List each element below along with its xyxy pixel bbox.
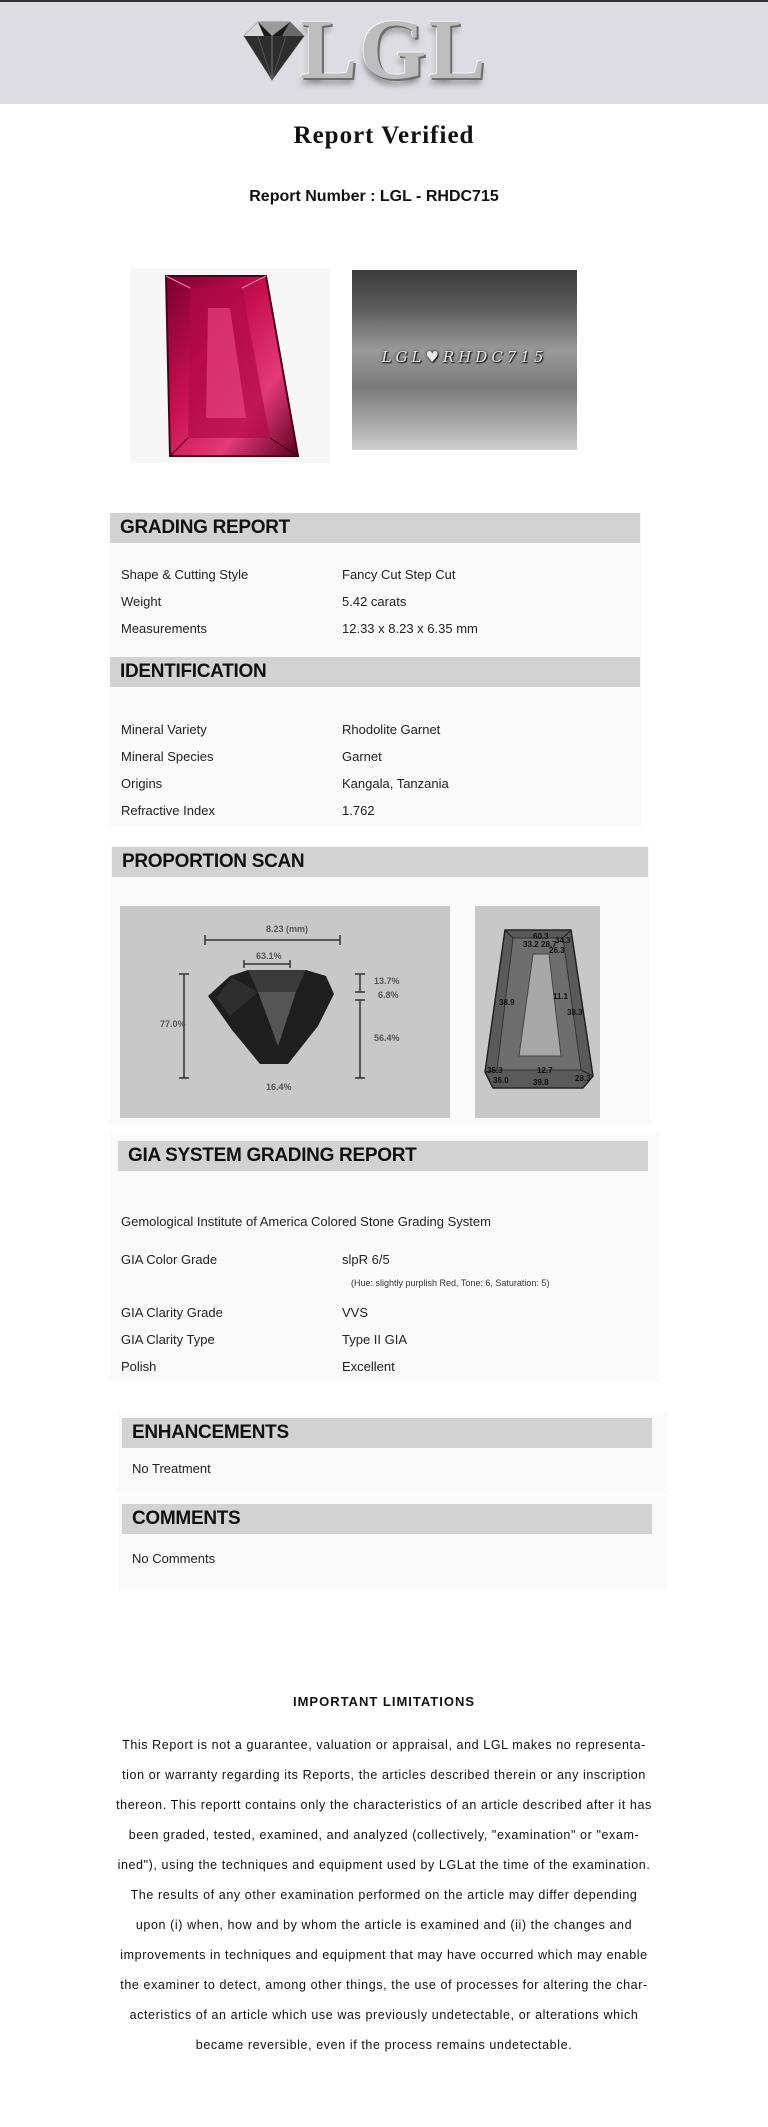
label-pavilion: 56.4% (374, 1033, 400, 1043)
top-label-tl2: 28.7 (541, 940, 557, 949)
top-label-top: 60.3 (533, 932, 549, 941)
top-label-br: 28.3 (575, 1074, 591, 1083)
row-value-shape: Fancy Cut Step Cut (342, 567, 456, 582)
comments-heading: COMMENTS (122, 1504, 652, 1534)
limitations-line: tion or warranty regarding its Reports, the articles described therein or any inscription (122, 1768, 646, 1782)
row-label-color-grade: GIA Color Grade (121, 1252, 218, 1267)
proportion-scan-heading: PROPORTION SCAN (112, 847, 648, 877)
row-label-measurements: Measurements (121, 621, 207, 636)
label-total-depth: 77.0% (160, 1019, 186, 1029)
row-label-variety: Mineral Variety (121, 722, 207, 737)
inscription-text: LGL♥RHDC715 (381, 348, 548, 366)
comments-text: No Comments (132, 1551, 216, 1566)
top-view-diagram (475, 906, 600, 1118)
top-label-tl1: 33.2 (523, 940, 539, 949)
row-value-variety: Rhodolite Garnet (342, 722, 441, 737)
identification-heading: IDENTIFICATION (110, 657, 640, 687)
row-label-species: Mineral Species (121, 749, 214, 764)
limitations-line: improvements in techniques and equipment that may have occurred which may enable (120, 1948, 648, 1962)
limitations-line: became reversible, even if the process remains undetectable. (195, 2038, 573, 2052)
top-label-left: 38.9 (499, 998, 515, 1007)
enhancements-heading: ENHANCEMENTS (122, 1418, 652, 1448)
label-width: 8.23 (mm) (266, 924, 309, 934)
enhancements-text: No Treatment (132, 1461, 211, 1476)
label-table: 63.1% (256, 951, 282, 961)
gem-photo (130, 268, 330, 463)
row-value-species: Garnet (342, 749, 382, 764)
top-label-right: 38.3 (567, 1008, 583, 1017)
label-culet: 16.4% (266, 1082, 292, 1092)
gia-heading: GIA SYSTEM GRADING REPORT (118, 1141, 648, 1171)
limitations-line: thereon. This reportt contains only the characteristics of an article described after it has (116, 1798, 652, 1812)
row-label-weight: Weight (121, 594, 162, 609)
logo-wordmark: LGL (300, 1, 488, 97)
row-label-shape: Shape & Cutting Style (121, 567, 249, 582)
row-value-polish: Excellent (342, 1359, 395, 1374)
page-title: Report Verified (293, 122, 475, 149)
row-value-refractive-index: 1.762 (342, 803, 375, 818)
gia-intro: Gemological Institute of America Colored Stone Grading System (121, 1214, 491, 1229)
laser-inscription-photo (352, 270, 577, 450)
row-value-clarity-type: Type II GIA (342, 1332, 408, 1347)
row-label-polish: Polish (121, 1359, 157, 1374)
top-label-tr1: 34.3 (555, 936, 571, 945)
diamond-logo-icon (234, 18, 310, 84)
limitations-line: ined"), using the techniques and equipment used by LGLat the time of the examination. (117, 1858, 651, 1872)
limitations-line: been graded, tested, examined, and analyzed (collectively, "examination" or "exam- (128, 1828, 640, 1842)
top-label-center: 11.1 (553, 992, 569, 1001)
row-label-clarity-type: GIA Clarity Type (121, 1332, 215, 1347)
row-value-clarity-grade: VVS (342, 1305, 369, 1320)
grading-report-heading: GRADING REPORT (110, 513, 640, 543)
side-profile-diagram (120, 906, 450, 1118)
row-value-color-grade: slpR 6/5 (342, 1252, 390, 1267)
row-label-clarity-grade: GIA Clarity Grade (121, 1305, 223, 1320)
limitations-line: upon (i) when, how and by whom the article is examined and (ii) the changes and (135, 1918, 633, 1932)
row-value-weight: 5.42 carats (342, 594, 407, 609)
top-label-bl1: 35.3 (487, 1066, 503, 1075)
top-label-bottom: 39.8 (533, 1078, 549, 1087)
report-number: Report Number : LGL - RHDC715 (249, 188, 499, 205)
label-girdle: 6.8% (378, 990, 399, 1000)
limitations-line: This Report is not a guarantee, valuation or appraisal, and LGL makes no representa- (122, 1738, 646, 1752)
limitations-title: IMPORTANT LIMITATIONS (292, 1694, 476, 1709)
top-label-tr2: 26.3 (549, 946, 565, 955)
limitations-line: the examiner to detect, among other things, the use of processes for altering the char- (120, 1978, 648, 1992)
hue-note: (Hue: slightly purplish Red, Tone: 6, Saturation: 5) (351, 1278, 550, 1288)
row-value-origins: Kangala, Tanzania (342, 776, 449, 791)
limitations-line: acteristics of an article which use was previously undetectable, or alterations which (129, 2008, 639, 2022)
top-label-bottom-mid: 12.7 (537, 1066, 553, 1075)
row-label-origins: Origins (121, 776, 163, 791)
top-label-bl2: 36.0 (493, 1076, 509, 1085)
limitations-line: The results of any other examination performed on the article may differ depending (130, 1888, 638, 1902)
row-label-refractive-index: Refractive Index (121, 803, 215, 818)
label-crown: 13.7% (374, 976, 400, 986)
row-value-measurements: 12.33 x 8.23 x 6.35 mm (342, 621, 478, 636)
